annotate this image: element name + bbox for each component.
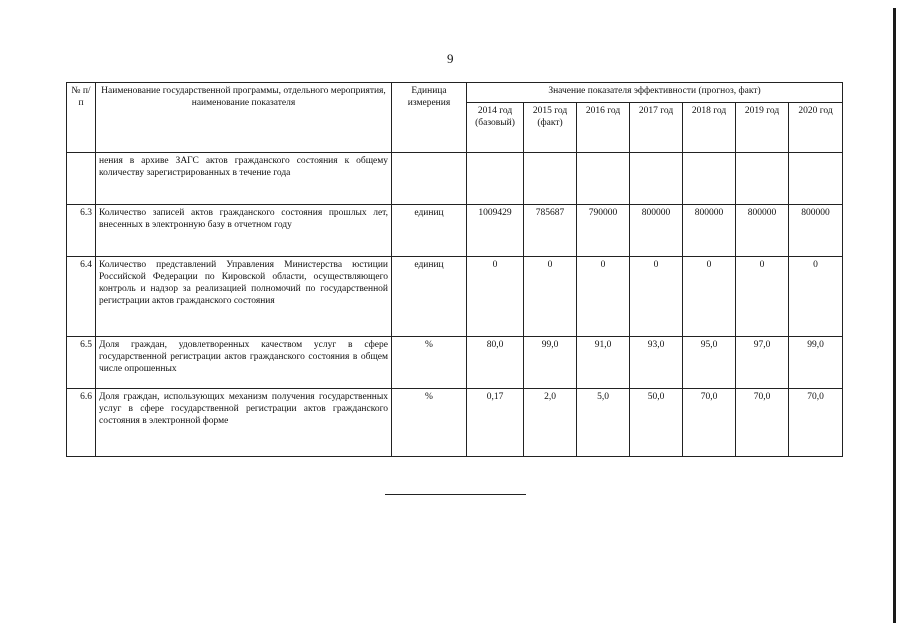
row-number: 6.6 (67, 389, 96, 457)
row-value: 0 (683, 257, 736, 337)
page-number: 9 (447, 51, 454, 66)
row-description: Доля граждан, использующих механизм получения государственных услуг в сфере государственной регистрации актов гражданского состояния в электронной форме (96, 389, 392, 457)
row-value (630, 153, 683, 205)
row-unit: единиц (392, 257, 467, 337)
row-description: нения в архиве ЗАГС актов гражданского состояния к общему количеству зарегистрированных в течение года (96, 153, 392, 205)
row-value: 800000 (630, 205, 683, 257)
row-value: 99,0 (524, 337, 577, 389)
table-row (67, 257, 843, 337)
row-value: 800000 (683, 205, 736, 257)
row-number: 6.3 (67, 205, 96, 257)
row-value: 0 (789, 257, 843, 337)
row-value: 0 (577, 257, 630, 337)
header-year: 2016 год (577, 103, 630, 153)
row-unit: единиц (392, 205, 467, 257)
row-value: 93,0 (630, 337, 683, 389)
row-value: 2,0 (524, 389, 577, 457)
row-description: Количество записей актов гражданского состояния прошлых лет, внесенных в электронную базу в отчетном году (96, 205, 392, 257)
table-row (67, 389, 843, 457)
row-value: 0 (630, 257, 683, 337)
row-value: 785687 (524, 205, 577, 257)
header-year: 2015 год (факт) (524, 103, 577, 153)
header-unit: Единица измерения (392, 83, 467, 153)
row-value: 800000 (789, 205, 843, 257)
row-value: 95,0 (683, 337, 736, 389)
row-number: 6.4 (67, 257, 96, 337)
table-row (67, 205, 843, 257)
closing-rule (385, 494, 526, 495)
row-value: 99,0 (789, 337, 843, 389)
row-value: 97,0 (736, 337, 789, 389)
table-row (67, 337, 843, 389)
row-value: 0,17 (467, 389, 524, 457)
row-unit (392, 153, 467, 205)
performance-indicators-table (66, 82, 843, 457)
row-unit: % (392, 337, 467, 389)
row-value (789, 153, 843, 205)
header-year: 2017 год (630, 103, 683, 153)
scan-edge-line (893, 8, 896, 623)
header-values-group: Значение показателя эффективности (прогноз, факт) (467, 83, 843, 103)
row-value: 70,0 (683, 389, 736, 457)
row-value: 50,0 (630, 389, 683, 457)
row-value: 0 (736, 257, 789, 337)
row-value (577, 153, 630, 205)
row-value (524, 153, 577, 205)
row-value (467, 153, 524, 205)
row-value: 70,0 (789, 389, 843, 457)
row-unit: % (392, 389, 467, 457)
row-value: 80,0 (467, 337, 524, 389)
table-row (67, 153, 843, 205)
row-value: 1009429 (467, 205, 524, 257)
row-description: Количество представлений Управления Министерства юстиции Российской Федерации по Кировской области, осуществляющего контроль и надзор за реализацией полномочий по государственной регистрации актов гражданского состояния (96, 257, 392, 337)
row-number: 6.5 (67, 337, 96, 389)
row-value (683, 153, 736, 205)
row-value: 5,0 (577, 389, 630, 457)
header-year: 2020 год (789, 103, 843, 153)
row-value: 800000 (736, 205, 789, 257)
row-value: 70,0 (736, 389, 789, 457)
row-value: 91,0 (577, 337, 630, 389)
row-value: 790000 (577, 205, 630, 257)
row-number (67, 153, 96, 205)
row-value: 0 (467, 257, 524, 337)
row-value (736, 153, 789, 205)
header-year: 2019 год (736, 103, 789, 153)
row-value: 0 (524, 257, 577, 337)
header-number: № п/п (67, 83, 96, 153)
header-year: 2014 год (базовый) (467, 103, 524, 153)
header-name: Наименование государственной программы, отдельного мероприятия, наименование показателя (96, 83, 392, 153)
row-description: Доля граждан, удовлетворенных качеством услуг в сфере государственной регистрации актов гражданского состояния в общем числе опрошенных (96, 337, 392, 389)
header-year: 2018 год (683, 103, 736, 153)
